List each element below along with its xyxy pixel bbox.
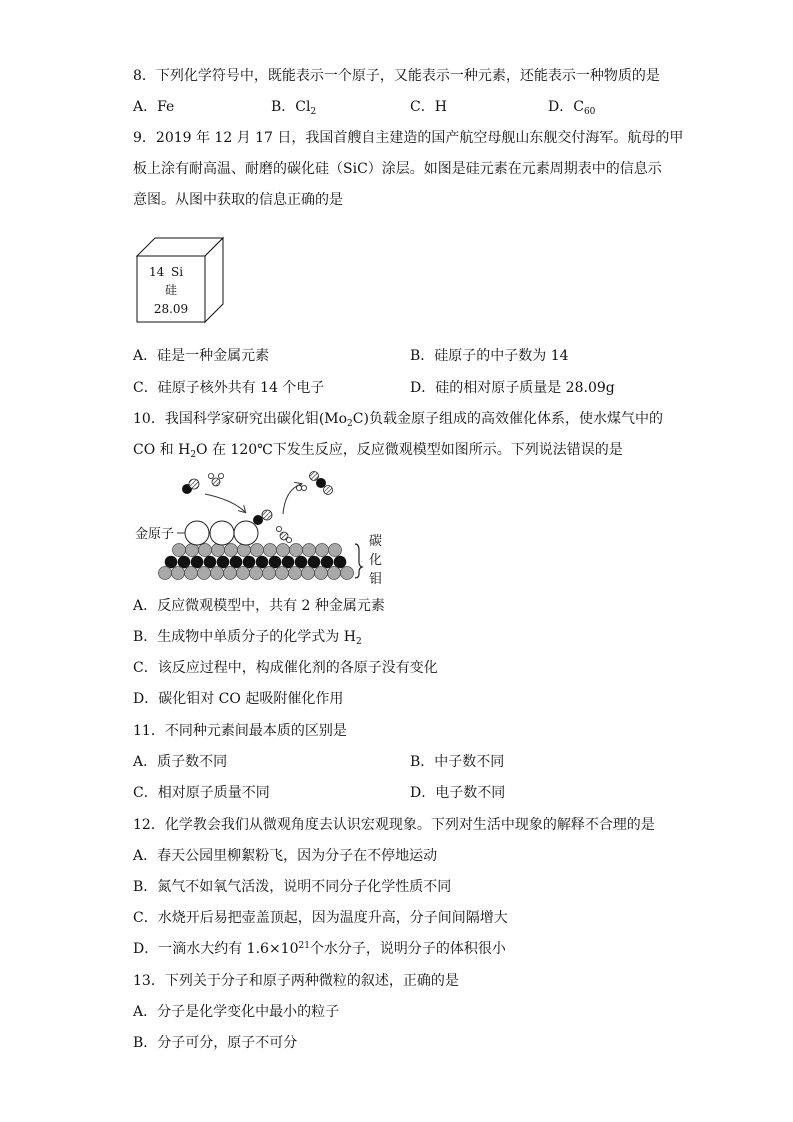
q10-stem-line1: 10．我国科学家研究出碳化钼$(Mo_2C)$负载金原子组成的高效催化体系，使水煤气中的 (133, 411, 663, 429)
lattice-atom-grey (159, 567, 172, 580)
q9-option-a: A．硅是一种金属元素 (133, 348, 270, 364)
lattice-atom-grey (315, 567, 328, 580)
lattice-atom-grey (290, 544, 303, 557)
lattice-atom-grey (277, 544, 290, 557)
water-molecule-incoming (208, 473, 223, 486)
q12-option-c: C．水烧开后易把壶盖顶起，因为温度升高，分子间间隔增大 (133, 910, 508, 926)
lattice-atom-grey (264, 544, 277, 557)
lattice-atom-grey (316, 544, 329, 557)
q8-option-b: B．$Cl_2$ (271, 99, 317, 117)
lattice-atom-grey (211, 567, 224, 580)
q11-option-b: B．中子数不同 (410, 754, 505, 770)
lattice-bracket (355, 544, 362, 578)
q10-option-c: C．该反应过程中，构成催化剂的各原子没有变化 (133, 660, 438, 676)
lattice-atom-grey (329, 544, 342, 557)
lattice-label-char2: 化 (369, 553, 383, 568)
q9-option-d: D．硅的相对原子质量是 28.09g (410, 380, 615, 396)
q8-option-c: C．H (410, 99, 447, 115)
lattice-atom-grey (237, 567, 250, 580)
lattice-atom-grey (302, 567, 315, 580)
q12-stem: 12．化学教会我们从微观角度去认识宏观现象。下列对生活中现象的解释不合理的是 (133, 817, 655, 833)
lattice-atom-grey (224, 567, 237, 580)
lattice-atom-grey (276, 567, 289, 580)
q10-option-d: D．碳化钼对 CO 起吸附催化作用 (133, 691, 344, 707)
element-atomic-number: 14 (149, 265, 165, 279)
lattice-label-char3: 钼 (369, 572, 383, 587)
q13-option-a: A．分子是化学变化中最小的粒子 (133, 1004, 340, 1020)
lattice-atom-grey (185, 567, 198, 580)
lattice-atom-grey (172, 567, 185, 580)
lattice-atom-grey (250, 567, 263, 580)
q13-stem: 13．下列关于分子和原子两种微粒的叙述，正确的是 (133, 973, 459, 989)
hydrogen-molecule-outgoing (296, 485, 306, 490)
q12-option-b: B．氮气不如氧气活泼，说明不同分子化学性质不同 (133, 879, 452, 895)
gold-atom-label: 金原子 (135, 527, 175, 542)
q11-option-d: D．电子数不同 (410, 785, 506, 801)
q8-stem: 8．下列化学符号中，既能表示一个原子，又能表示一种元素，还能表示一种物质的是 (133, 68, 660, 84)
lattice-label-char1: 碳 (369, 534, 383, 549)
lattice-atom-grey (263, 567, 276, 580)
q9-option-c: C．硅原子核外共有 14 个电子 (133, 380, 325, 396)
lattice-atom-grey (199, 544, 212, 557)
q10-stem-line2: CO 和 $H_2O$ 在 120℃下发生反应，反应微观模型如图所示。下列说法错误的是 (133, 442, 623, 460)
lattice-atom-grey (251, 544, 264, 557)
lattice-atom-grey (173, 544, 186, 557)
lattice-atom-grey (289, 567, 302, 580)
lattice-atom-grey (238, 544, 251, 557)
element-name: 硅 (164, 283, 178, 297)
element-symbol: Si (171, 265, 184, 279)
gold-atoms (185, 521, 258, 545)
q9-option-b: B．硅原子的中子数为 14 (410, 348, 569, 364)
lattice-atom-grey (303, 544, 316, 557)
q12-option-d: D．一滴水大约有 $1.6\times 10^{21}$个水分子，说明分子的体积很小 (133, 941, 506, 957)
q11-option-a: A．质子数不同 (133, 754, 228, 770)
adsorbed-co (253, 510, 272, 525)
lattice-atom-grey (198, 567, 211, 580)
q8-option-d: D．$C_{60}$ (548, 99, 596, 117)
lattice-atom-grey (341, 567, 354, 580)
lattice-atom-grey (225, 544, 238, 557)
q8-option-a: A．Fe (133, 99, 175, 115)
q9-stem-line3: 意图。从图中获取的信息正确的是 (133, 192, 343, 208)
q12-option-a: A．春天公园里柳絮粉飞，因为分子在不停地运动 (133, 848, 438, 864)
lattice-atom-grey (328, 567, 341, 580)
adsorbed-water (276, 526, 291, 542)
q9-stem-line2: 板上涂有耐高温、耐磨的碳化硅（SiC）涂层。如图是硅元素在元素周期表中的信息示 (133, 161, 662, 177)
q11-stem: 11．不同种元素间最本质的区别是 (133, 723, 347, 739)
q10-option-a: A．反应微观模型中，共有 2 种金属元素 (133, 598, 385, 614)
silicon-element-cell-figure (133, 234, 229, 324)
catalyst-reaction-model-figure (133, 466, 393, 590)
q9-stem-line1: 9．2019 年 12 月 17 日，我国首艘自主建造的国产航空母舰山东舰交付海军。航母的甲 (133, 130, 684, 146)
q10-option-b: B．生成物中单质分子的化学式为 $H_2$ (133, 629, 362, 647)
co2-molecule-outgoing (310, 472, 333, 495)
carbon-molybdenum-lattice (159, 544, 354, 580)
co-molecule-incoming (182, 479, 199, 494)
element-atomic-mass: 28.09 (153, 302, 189, 316)
q11-option-c: C．相对原子质量不同 (133, 785, 270, 801)
q13-option-b: B．分子可分，原子不可分 (133, 1035, 298, 1051)
adsorption-arrow (205, 494, 245, 512)
